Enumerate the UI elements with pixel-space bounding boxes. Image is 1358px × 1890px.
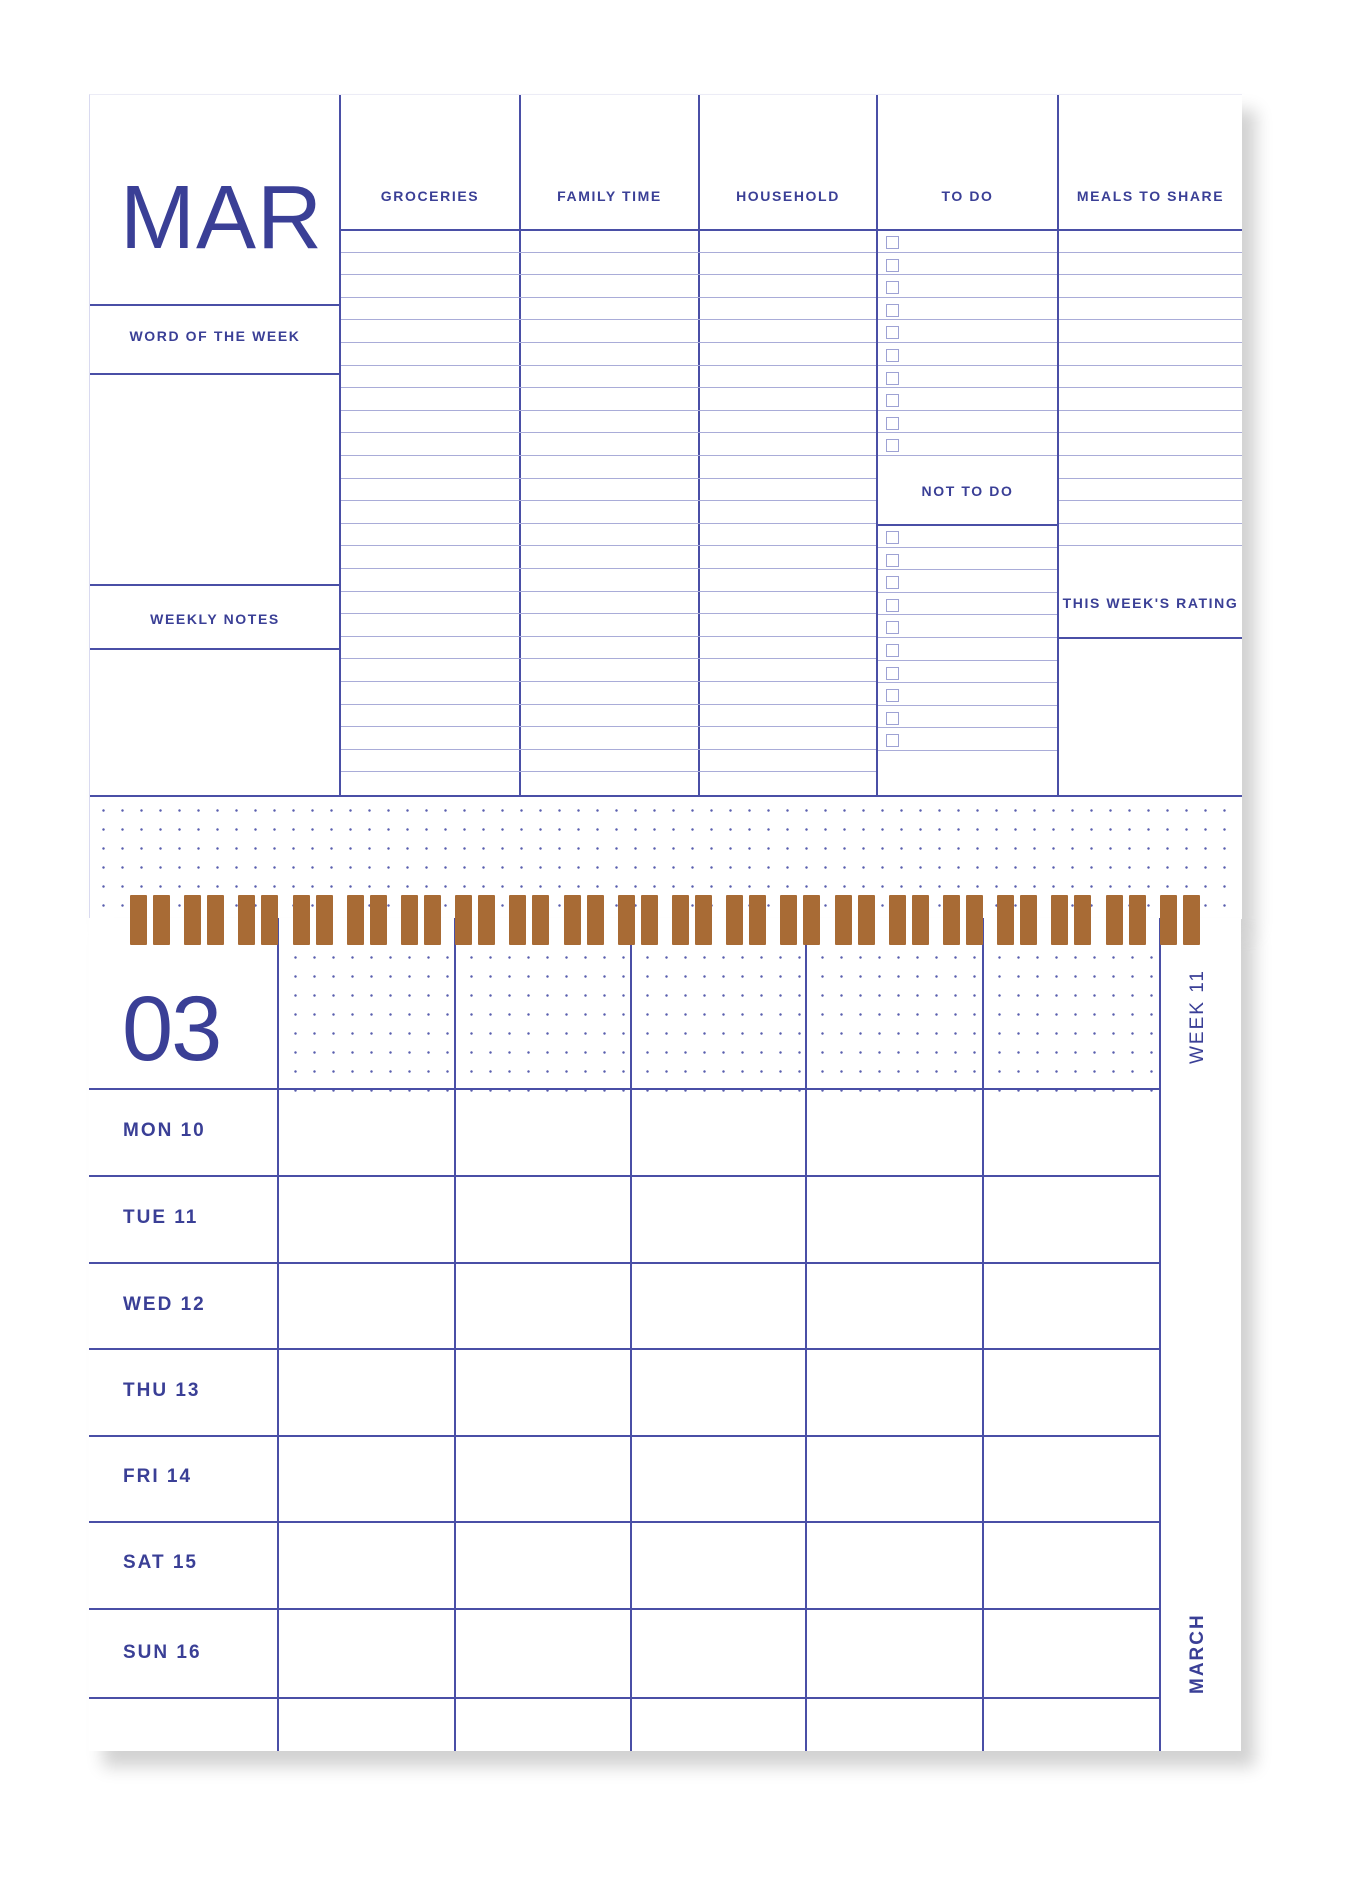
- binding-ring: [153, 895, 170, 945]
- rule-line: [1059, 387, 1242, 388]
- divider: [277, 918, 279, 1751]
- checkbox[interactable]: [886, 644, 899, 657]
- checkbox[interactable]: [886, 621, 899, 634]
- rule-line: [341, 658, 876, 659]
- month-number: 03: [122, 978, 221, 1080]
- binding-ring: [424, 895, 441, 945]
- rule-line: [878, 547, 1057, 548]
- rule-line: [341, 297, 876, 298]
- not-to-do-label: NOT TO DO: [921, 483, 1014, 499]
- checkbox[interactable]: [886, 689, 899, 702]
- rule-line: [1059, 523, 1242, 524]
- rule-line: [1059, 455, 1242, 456]
- rule-line: [878, 252, 1057, 253]
- rule-line: [341, 613, 876, 614]
- rule-line: [878, 727, 1057, 728]
- checkbox[interactable]: [886, 667, 899, 680]
- weekly-notes-label: WEEKLY NOTES: [150, 611, 280, 627]
- binding-ring: [889, 895, 906, 945]
- rule-line: [878, 319, 1057, 320]
- header-divider: [339, 229, 1242, 231]
- checkbox[interactable]: [886, 576, 899, 589]
- divider: [805, 918, 807, 1751]
- groceries-header: GROCERIES: [380, 188, 480, 204]
- binding-ring: [509, 895, 526, 945]
- rule-line: [878, 750, 1057, 751]
- meals-to-share-header: MEALS TO SHARE: [1076, 188, 1225, 204]
- binding-ring: [726, 895, 743, 945]
- checkbox[interactable]: [886, 394, 899, 407]
- top-planner-page: [89, 94, 1242, 919]
- word-of-week-label: WORD OF THE WEEK: [129, 328, 301, 344]
- rule-line: [1059, 252, 1242, 253]
- divider: [90, 584, 340, 586]
- binding-ring: [455, 895, 472, 945]
- day-label-sun: SUN 16: [123, 1642, 202, 1663]
- rule-line: [341, 681, 876, 682]
- binding-ring: [780, 895, 797, 945]
- binding-ring: [695, 895, 712, 945]
- rule-line: [341, 636, 876, 637]
- binding-ring: [207, 895, 224, 945]
- divider: [876, 524, 1059, 526]
- divider: [90, 373, 340, 375]
- rule-line: [878, 569, 1057, 570]
- week-label: WEEK 11: [1187, 969, 1208, 1064]
- divider: [89, 1697, 1161, 1699]
- binding-ring: [618, 895, 635, 945]
- bottom-planner-page: [89, 918, 1241, 1751]
- rule-line: [341, 568, 876, 569]
- binding-ring: [672, 895, 689, 945]
- binding-ring: [997, 895, 1014, 945]
- checkbox[interactable]: [886, 236, 899, 249]
- rule-line: [878, 387, 1057, 388]
- binding-ring: [316, 895, 333, 945]
- checkbox[interactable]: [886, 281, 899, 294]
- divider: [89, 1088, 1161, 1090]
- checkbox[interactable]: [886, 304, 899, 317]
- divider: [454, 918, 456, 1751]
- binding-ring: [370, 895, 387, 945]
- binding-ring: [858, 895, 875, 945]
- rule-line: [341, 771, 876, 772]
- binding-ring: [401, 895, 418, 945]
- divider: [89, 1175, 1161, 1177]
- rule-line: [1059, 545, 1242, 546]
- rule-line: [878, 455, 1057, 456]
- binding-ring: [1074, 895, 1091, 945]
- binding-ring: [587, 895, 604, 945]
- rule-line: [878, 637, 1057, 638]
- rule-line: [341, 749, 876, 750]
- rule-line: [341, 387, 876, 388]
- binding-ring: [943, 895, 960, 945]
- checkbox[interactable]: [886, 554, 899, 567]
- household-header: HOUSEHOLD: [736, 188, 840, 204]
- checkbox[interactable]: [886, 326, 899, 339]
- rule-line: [1059, 478, 1242, 479]
- checkbox[interactable]: [886, 531, 899, 544]
- binding-ring: [1051, 895, 1068, 945]
- binding-ring: [293, 895, 310, 945]
- rule-line: [1059, 432, 1242, 433]
- to-do-header: TO DO: [941, 188, 994, 204]
- rule-line: [878, 592, 1057, 593]
- rule-line: [341, 523, 876, 524]
- divider: [90, 795, 1242, 797]
- binding-ring: [1160, 895, 1177, 945]
- checkbox[interactable]: [886, 712, 899, 725]
- binding-ring: [532, 895, 549, 945]
- rule-line: [1059, 297, 1242, 298]
- binding-ring: [1020, 895, 1037, 945]
- divider: [89, 1608, 1161, 1610]
- rule-line: [341, 252, 876, 253]
- dot-grid-cell: [462, 948, 630, 1108]
- family-time-header: FAMILY TIME: [557, 188, 662, 204]
- binding-ring: [184, 895, 201, 945]
- rule-line: [1059, 410, 1242, 411]
- binding-ring: [347, 895, 364, 945]
- rule-line: [341, 274, 876, 275]
- day-label-wed: WED 12: [123, 1294, 206, 1315]
- binding-ring: [564, 895, 581, 945]
- binding-ring: [238, 895, 255, 945]
- binding-ring: [803, 895, 820, 945]
- divider: [89, 1435, 1161, 1437]
- rule-line: [1059, 342, 1242, 343]
- binding-ring: [1106, 895, 1123, 945]
- checkbox[interactable]: [886, 259, 899, 272]
- rule-line: [878, 705, 1057, 706]
- checkbox[interactable]: [886, 599, 899, 612]
- divider: [982, 918, 984, 1751]
- dot-grid-cell: [638, 948, 804, 1108]
- binding-ring: [641, 895, 658, 945]
- divider: [89, 1521, 1161, 1523]
- checkbox[interactable]: [886, 439, 899, 452]
- binding-ring: [912, 895, 929, 945]
- rule-line: [341, 342, 876, 343]
- rule-line: [1059, 274, 1242, 275]
- divider: [1057, 637, 1242, 639]
- rule-line: [878, 614, 1057, 615]
- divider: [90, 304, 340, 306]
- rule-line: [341, 726, 876, 727]
- rule-line: [341, 319, 876, 320]
- checkbox[interactable]: [886, 372, 899, 385]
- divider: [90, 648, 340, 650]
- binding-ring: [130, 895, 147, 945]
- dot-grid-cell: [286, 948, 454, 1108]
- day-label-sat: SAT 15: [123, 1552, 199, 1573]
- rule-line: [1059, 500, 1242, 501]
- binding-ring: [966, 895, 983, 945]
- binding-ring: [835, 895, 852, 945]
- day-label-thu: THU 13: [123, 1380, 201, 1401]
- day-label-fri: FRI 14: [123, 1466, 193, 1487]
- month-side-label: MARCH: [1187, 1613, 1208, 1694]
- divider: [1159, 918, 1161, 1751]
- dot-grid-cell: [813, 948, 981, 1108]
- rule-line: [341, 591, 876, 592]
- binding-ring: [1129, 895, 1146, 945]
- checkbox[interactable]: [886, 734, 899, 747]
- binding-ring: [478, 895, 495, 945]
- rule-line: [878, 682, 1057, 683]
- divider: [630, 918, 632, 1751]
- rule-line: [341, 410, 876, 411]
- rating-label: THIS WEEK'S RATING: [1062, 595, 1239, 611]
- day-label-tue: TUE 11: [123, 1207, 199, 1228]
- rule-line: [878, 660, 1057, 661]
- checkbox[interactable]: [886, 417, 899, 430]
- rule-line: [878, 365, 1057, 366]
- binding-ring: [749, 895, 766, 945]
- rule-line: [1059, 365, 1242, 366]
- rule-line: [341, 478, 876, 479]
- binding-ring: [1183, 895, 1200, 945]
- rule-line: [341, 545, 876, 546]
- rule-line: [878, 297, 1057, 298]
- rule-line: [878, 274, 1057, 275]
- month-title: MAR: [120, 168, 323, 268]
- rule-line: [341, 500, 876, 501]
- binding-ring: [261, 895, 278, 945]
- rule-line: [341, 432, 876, 433]
- rule-line: [878, 342, 1057, 343]
- rule-line: [878, 410, 1057, 411]
- dot-grid-cell: [990, 948, 1160, 1108]
- rule-line: [341, 455, 876, 456]
- rule-line: [341, 704, 876, 705]
- rule-line: [878, 432, 1057, 433]
- day-label-mon: MON 10: [123, 1120, 206, 1141]
- divider: [89, 1262, 1161, 1264]
- rule-line: [341, 365, 876, 366]
- checkbox[interactable]: [886, 349, 899, 362]
- divider: [89, 1348, 1161, 1350]
- rule-line: [1059, 319, 1242, 320]
